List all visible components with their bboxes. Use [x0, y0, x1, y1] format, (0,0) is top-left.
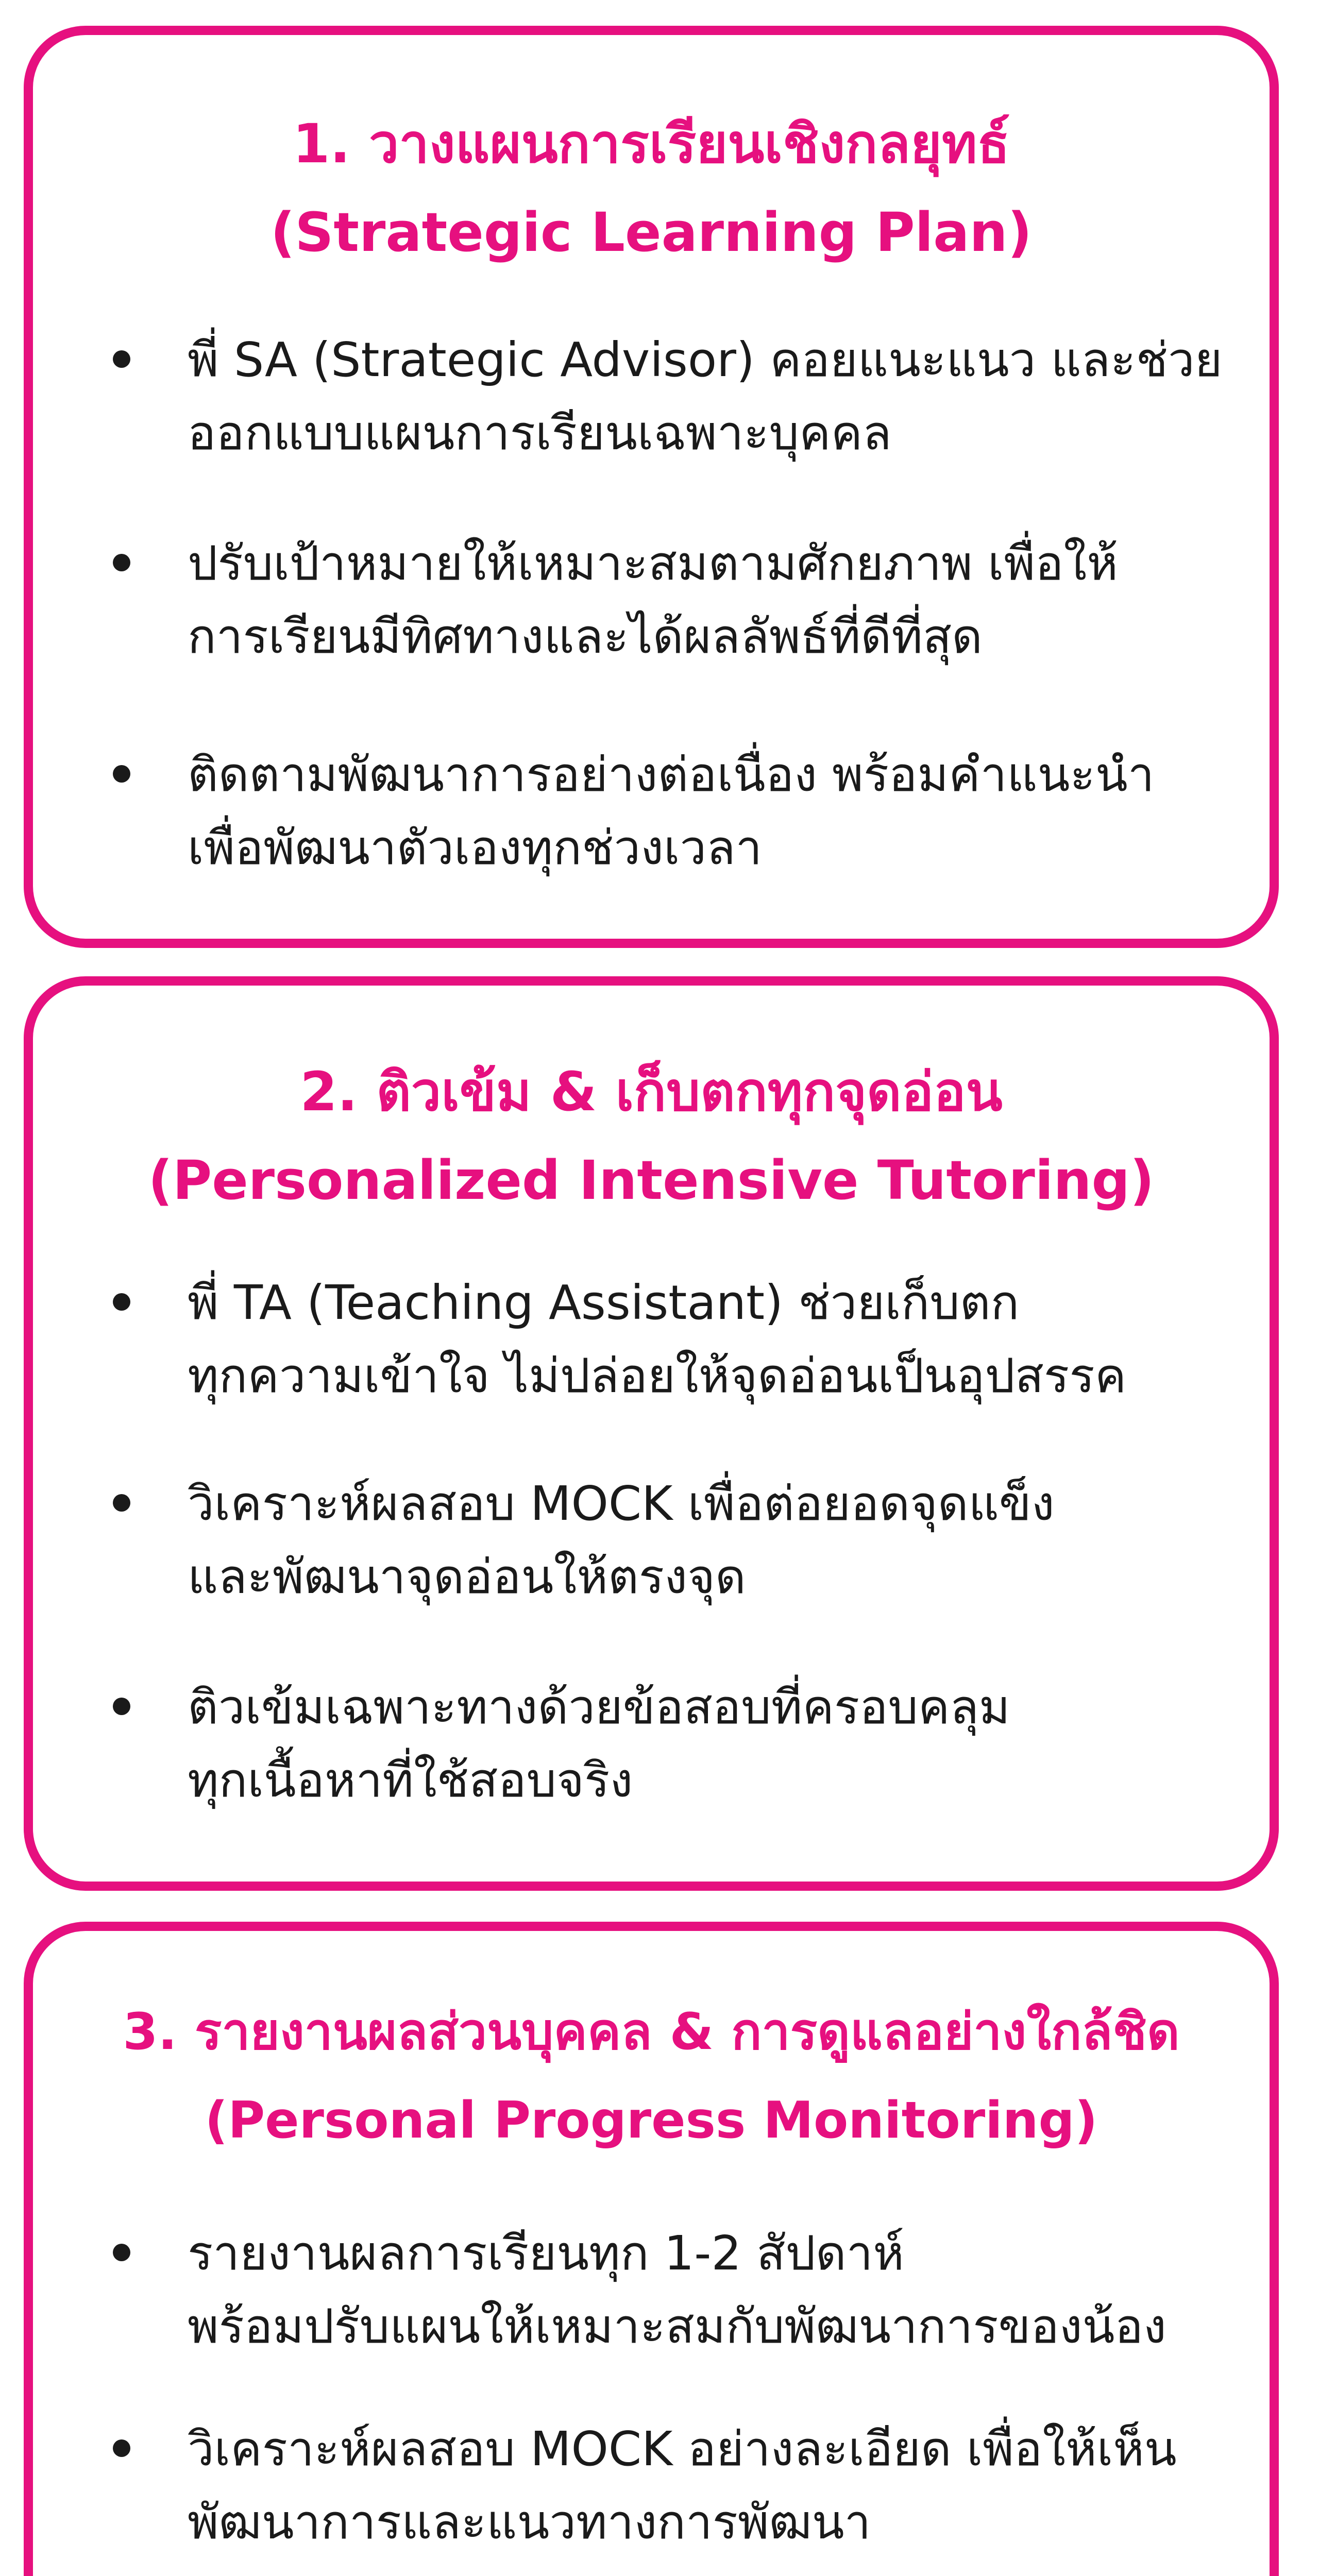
bullet-text-line: พี่ TA (Teaching Assistant) ช่วยเก็บตก	[188, 1275, 1020, 1330]
bullet-icon	[113, 350, 130, 368]
bullet-text-line: การเรียนมีทิศทางและได้ผลลัพธ์ที่ดีที่สุด	[188, 609, 983, 664]
bullet-text-line: พร้อมปรับแผนให้เหมาะสมกับพัฒนาการของน้อง	[188, 2299, 1166, 2354]
bullet-text-line: พี่ SA (Strategic Advisor) คอยแนะแนว และช่วย	[188, 332, 1223, 387]
bullet-text-line: และพัฒนาจุดอ่อนให้ตรงจุด	[188, 1549, 746, 1604]
bullet-icon	[113, 554, 130, 571]
section-card-strategic-learning-plan	[24, 26, 1279, 948]
bullet-text-line: ทุกความเข้าใจ ไม่ปล่อยให้จุดอ่อนเป็นอุปสรรค	[188, 1348, 1127, 1403]
section-title	[33, 1988, 1270, 2165]
bullet-icon	[113, 1494, 130, 1512]
bullet-icon	[113, 1698, 130, 1715]
bullet-text-line: ติวเข้มเฉพาะทางด้วยข้อสอบที่ครอบคลุม	[188, 1680, 1010, 1735]
bullet-text-line: วิเคราะห์ผลสอบ MOCK เพื่อต่อยอดจุดแข็ง	[188, 1476, 1055, 1531]
section-title	[33, 99, 1270, 277]
section-title-english: (Personal Progress Monitoring)	[205, 2091, 1098, 2150]
bullet-text-line: พัฒนาการและแนวทางการพัฒนา	[188, 2495, 871, 2550]
bullet-text-line: วิเคราะห์ผลสอบ MOCK อย่างละเอียด เพื่อให้เห็น	[188, 2421, 1177, 2477]
section-card-personalized-intensive-tutoring	[24, 976, 1279, 1891]
bullet-text-line: รายงานผลการเรียนทุก 1-2 สัปดาห์	[188, 2226, 904, 2281]
bullet-icon	[113, 765, 130, 783]
bullet-text-line: ทุกเนื้อหาที่ใช้สอบจริง	[188, 1753, 633, 1808]
section-title-thai: 1. วางแผนการเรียนเชิงกลยุทธ์	[293, 112, 1010, 175]
section-title-english: (Personalized Intensive Tutoring)	[148, 1149, 1155, 1212]
bullet-icon	[113, 2244, 130, 2261]
section-title-english: (Strategic Learning Plan)	[270, 201, 1033, 264]
section-title	[33, 1047, 1270, 1225]
bullet-icon	[113, 1293, 130, 1311]
bullet-icon	[113, 2439, 130, 2457]
bullet-text-line: ปรับเป้าหมายให้เหมาะสมตามศักยภาพ เพื่อให้	[188, 536, 1118, 591]
section-card-personal-progress-monitoring	[24, 1922, 1279, 2576]
section-title-thai: 3. รายงานผลส่วนบุคคล & การดูแลอย่างใกล้ชิด	[123, 2003, 1180, 2061]
bullet-text-line: เพื่อพัฒนาตัวเองทุกช่วงเวลา	[188, 820, 763, 875]
bullet-text-line: ออกแบบแผนการเรียนเฉพาะบุคคล	[188, 405, 892, 461]
bullet-text-line: ติดตามพัฒนาการอย่างต่อเนื่อง พร้อมคำแนะนำ	[188, 747, 1155, 802]
section-title-thai: 2. ติวเข้ม & เก็บตกทุกจุดอ่อน	[300, 1060, 1003, 1123]
